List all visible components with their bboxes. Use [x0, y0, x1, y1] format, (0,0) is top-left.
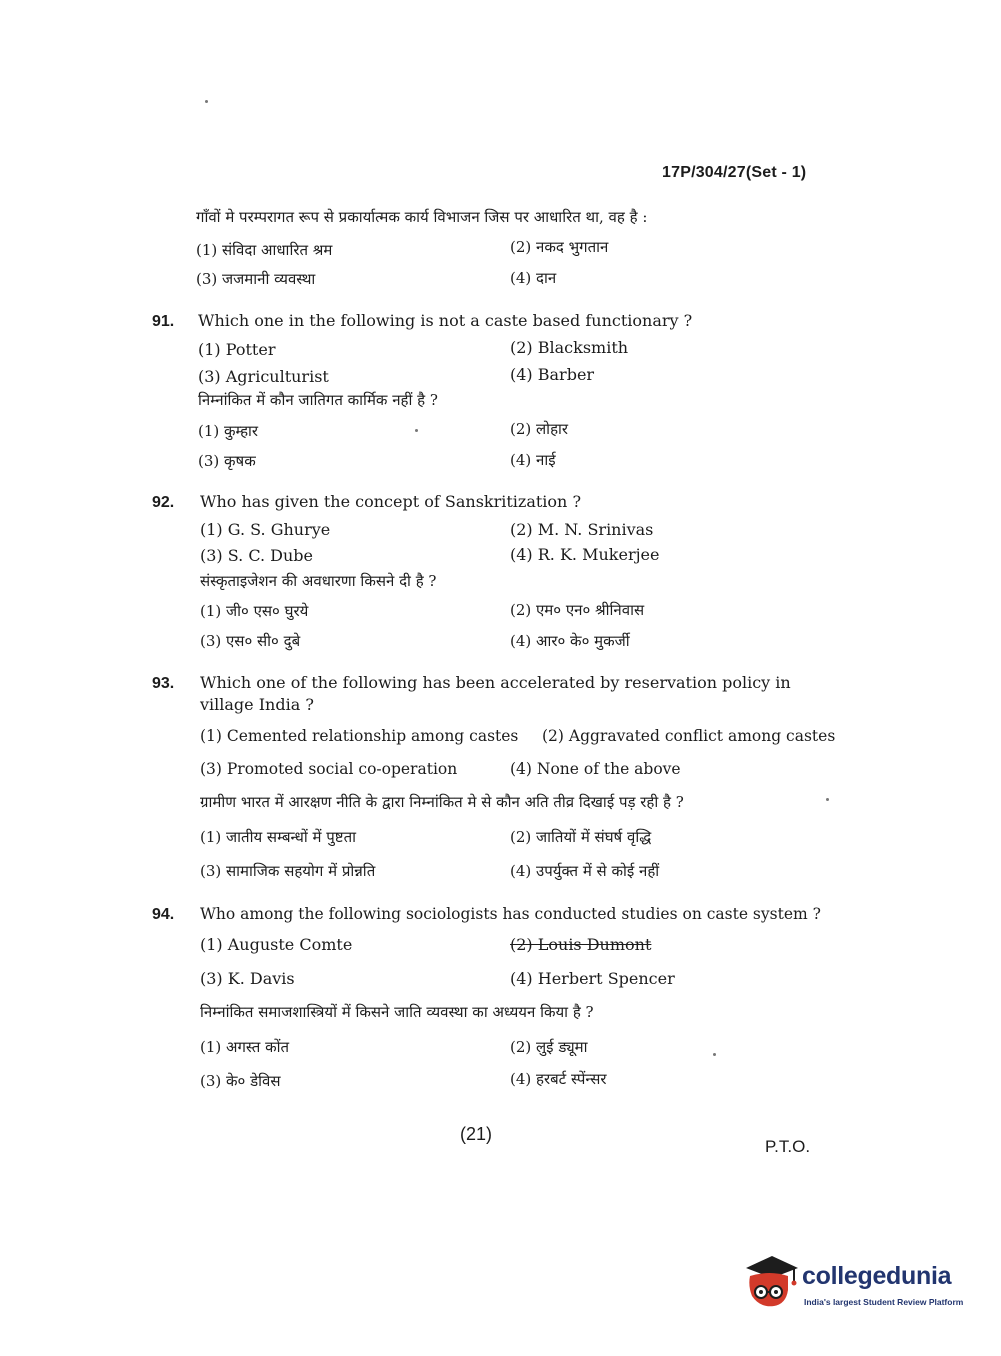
collegedunia-logo [742, 1250, 972, 1314]
option-en: (2) Louis Dumont [510, 935, 652, 954]
paper-code: 17P/304/27(Set - 1) [662, 164, 807, 181]
prev-question-stem-hi: गाँवों मे परम्परागत रूप से प्रकार्यात्मक कार्य विभाजन जिस पर आधारित था, वह है : [196, 208, 648, 226]
option-hi: (3) के० डेविस [200, 1072, 281, 1090]
question-stem-en: Which one of the following has been accelerated by reservation policy in village India ? [200, 673, 791, 714]
question-stem-hi: निम्नांकित में कौन जातिगत कार्मिक नहीं है ? [198, 391, 438, 409]
question-number: 93. [152, 675, 175, 692]
option-hi: (3) कृषक [198, 452, 256, 470]
option-en: (3) K. Davis [200, 969, 295, 988]
prev-option-3-hi: (3) जजमानी व्यवस्था [196, 270, 316, 288]
prev-option-2-hi: (2) नकद भुगतान [510, 238, 609, 256]
question-stem-en: Which one in the following is not a caste based functionary ? [198, 311, 693, 330]
question-number: 91. [152, 313, 175, 330]
question-stem-en: Who among the following sociologists has conducted studies on caste system ? [200, 905, 821, 923]
option-hi: (4) आर० के० मुकर्जी [510, 632, 630, 650]
option-hi: (3) सामाजिक सहयोग में प्रोन्नति [200, 862, 376, 880]
option-hi: (1) कुम्हार [198, 422, 259, 440]
brand-name: collegedunia [802, 1262, 952, 1290]
scan-speck [826, 798, 829, 801]
scan-speck [415, 429, 418, 432]
option-hi: (2) लुई ड्यूमा [510, 1038, 588, 1056]
option-en: (1) Potter [198, 340, 276, 359]
option-en: (3) Promoted social co-operation [200, 760, 458, 778]
option-en: (4) R. K. Mukerjee [510, 545, 660, 564]
page-number: (21) [460, 1124, 493, 1144]
brand-tagline: India's largest Student Review Platform [804, 1297, 964, 1307]
option-hi: (2) जातियों में संघर्ष वृद्धि [510, 828, 652, 846]
option-hi: (4) हरबर्ट स्पेंन्सर [510, 1070, 607, 1088]
scan-speck [713, 1053, 716, 1056]
option-hi: (4) नाई [510, 451, 556, 469]
option-en: (1) Auguste Comte [200, 935, 353, 954]
option-en: (1) G. S. Ghurye [200, 520, 331, 539]
prev-option-1-hi: (1) संविदा आधारित श्रम [196, 241, 333, 259]
option-hi: (3) एस० सी० दुबे [200, 632, 301, 650]
option-hi: (2) लोहार [510, 420, 569, 438]
option-en: (4) None of the above [510, 760, 681, 778]
question-stem-hi: ग्रामीण भारत में आरक्षण नीति के द्वारा निम्नांकित मे से कौन अति तीव्र दिखाई पड़ रही है ? [200, 793, 684, 811]
option-en: (3) Agriculturist [198, 367, 329, 386]
option-hi: (2) एम० एन० श्रीनिवास [510, 601, 645, 619]
option-hi: (4) उपर्युक्त में से कोई नहीं [510, 862, 660, 880]
question-number: 94. [152, 906, 175, 923]
student-mascot-icon [742, 1250, 800, 1310]
prev-option-4-hi: (4) दान [510, 269, 557, 287]
option-en: (4) Barber [510, 365, 595, 384]
question-number: 92. [152, 494, 175, 511]
option-en: (2) Blacksmith [510, 338, 629, 357]
option-en: (2) Aggravated conflict among castes [542, 727, 836, 745]
scan-speck [205, 100, 208, 103]
option-hi: (1) जी० एस० घुरये [200, 602, 309, 620]
option-hi: (1) जातीय सम्बन्धों में पुष्टता [200, 828, 357, 846]
question-stem-hi: संस्कृताइजेशन की अवधारणा किसने दी है ? [200, 572, 437, 590]
option-en: (2) M. N. Srinivas [510, 520, 654, 539]
option-hi: (1) अगस्त कोंत [200, 1038, 290, 1056]
option-en: (1) Cemented relationship among castes [200, 727, 519, 745]
option-en: (4) Herbert Spencer [510, 969, 675, 988]
question-stem-en: Who has given the concept of Sanskritization ? [200, 492, 582, 511]
pto-label: P.T.O. [765, 1137, 811, 1156]
option-en: (3) S. C. Dube [200, 546, 313, 565]
question-stem-hi: निम्नांकित समाजशास्त्रियों में किसने जाति व्यवस्था का अध्ययन किया है ? [200, 1003, 594, 1021]
